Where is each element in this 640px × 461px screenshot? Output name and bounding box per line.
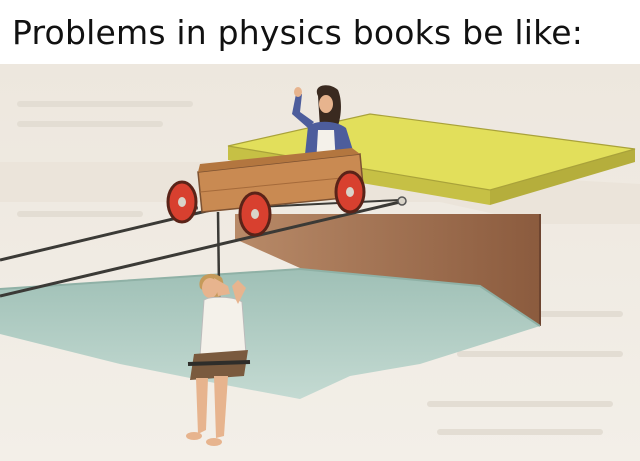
textbook-illustration <box>0 64 640 461</box>
illustration-canvas <box>0 64 640 461</box>
caption-bar <box>0 0 640 64</box>
wagon-wheel <box>240 193 270 235</box>
meme-caption: Problems in physics books be like: <box>12 12 584 52</box>
wagon-wheel <box>336 172 364 212</box>
wagon-wheel <box>168 182 196 222</box>
rope-anchor <box>398 197 406 205</box>
